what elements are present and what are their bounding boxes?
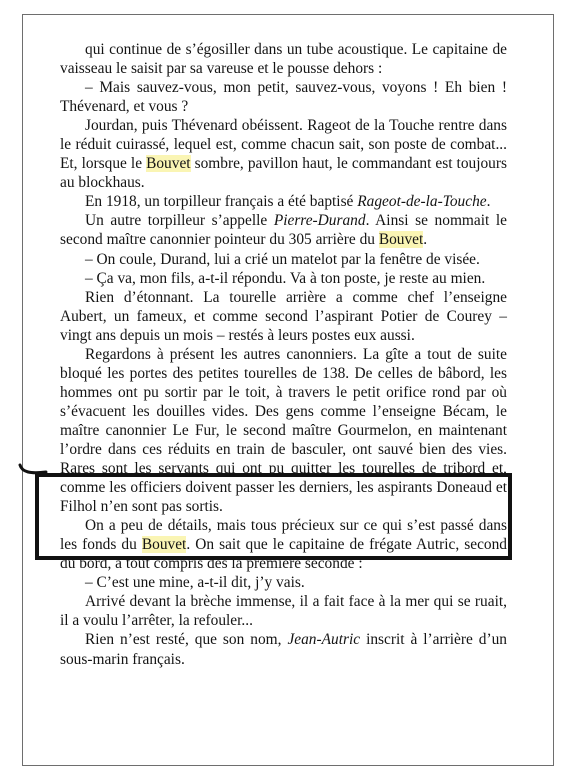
text-run: . [423,231,428,249]
paragraph [60,573,507,592]
paragraph [60,116,507,192]
highlighted-word: Bouvet [146,155,191,173]
text-run: . Ainsi se nommait le second maître canonnier pointeur du 305 arrière du [60,212,507,249]
text-run: . On sait que le capitaine de frégate Autric, second du bord, a tout compris dès la première seconde : [60,536,508,573]
text-run: – Ça va, mon fils, a-t-il répondu. Va à ton poste, je reste au mien. [85,269,486,287]
highlighted-word: Bouvet [378,231,424,249]
italic-text: Rageot-de-la-Touche [357,193,487,211]
paragraph [60,211,507,249]
text-run: sombre, pavillon haut, le commandant est toujours au blockhaus. [60,155,507,192]
text-run: – C’est une mine, a-t-il dit, j’y vais. [85,574,305,592]
text-run: – On coule, Durand, lui a crié un matelot par la fenêtre de visée. [85,250,480,268]
text-run: Rien n’est resté, que son nom, [85,631,288,649]
paragraph [60,78,507,116]
italic-text: Pierre-Durand [273,212,366,230]
paragraph [60,269,507,288]
paragraph [60,250,507,269]
paragraph [60,345,507,516]
highlighted-word: Bouvet [141,536,187,554]
paragraph [60,288,507,345]
text-run: . [486,193,491,211]
paragraph [60,630,507,668]
text-run: Jourdan, puis Thévenard obéissent. Rageot de la Touche rentre dans le réduit cuirassé, lequel est, comme chacun sait, son poste de combat... Et, lorsque le [60,117,507,173]
text-run: – Mais sauvez-vous, mon petit, sauvez-vous, voyons ! Eh bien ! Thévenard, et vous ? [60,79,507,116]
text-run: On a peu de détails, mais tous précieux sur ce qui s’est passé dans les fonds du [60,517,507,554]
text-run: En 1918, un torpilleur français a été baptisé [85,193,358,211]
italic-text: Jean-Autric [287,631,361,649]
text-run: Rien d’étonnant. La tourelle arrière a comme chef l’enseigne Aubert, un fameux, et comme second l’aspirant Potier de Courey – vingt ans depuis un mois – restés à leurs postes eux aussi. [60,288,507,344]
paragraph [60,192,507,211]
paragraph [60,40,507,78]
paragraph [60,592,507,630]
text-run: Arrivé devant la brèche immense, il a fait face à la mer qui se ruait, il a voulu l’arrêter, la refouler... [60,593,507,630]
text-run: qui continue de s’égosiller dans un tube acoustique. Le capitaine de vaisseau le saisit par sa vareuse et le pousse dehors : [60,41,507,78]
document-text [60,40,507,669]
text-run: Regardons à présent les autres canonniers. La gîte a tout de suite bloqué les portes des petites tourelles de 138. De celles de bâbord, les hommes ont pu sortir par le toit, à travers le petit orifice rond par où s’évacuent les douilles vides. Des gens comme l’enseigne Bécam, le maître canonnier Le Fur, le second maître Gourmelon, en maintenant l’ordre dans ces réduits en train de basculer, ont sauvé bien des vies. Rares sont les servants qui ont pu quitter les tourelles de tribord et, comme les officiers doivent passer les derniers, les aspirants Doneaud et Filhol n’en sont pas sortis. [60,345,507,516]
text-run: Un autre torpilleur s’appelle [85,212,274,230]
text-run: inscrit à l’arrière d’un sous-marin français. [60,631,507,668]
paragraph [60,516,507,573]
